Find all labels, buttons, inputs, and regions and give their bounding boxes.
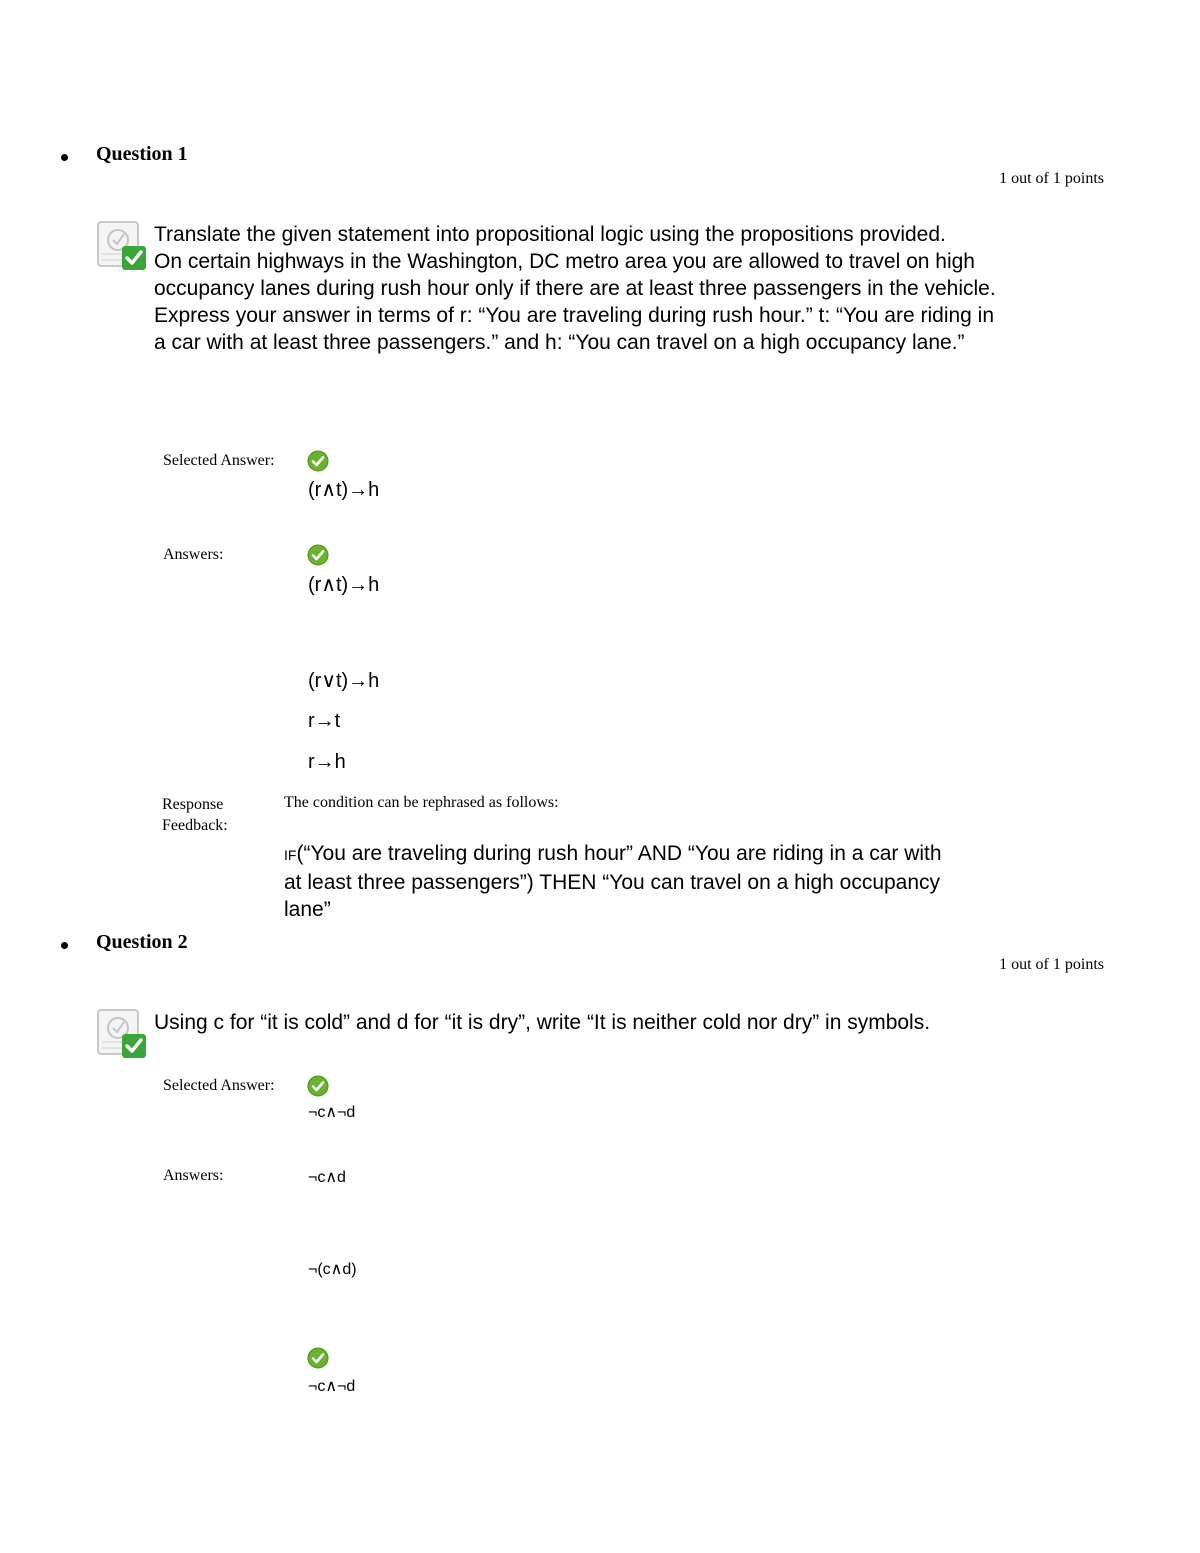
feedback-label-line1: Response — [162, 796, 224, 813]
selected-answer-value: (r∧t)→h — [308, 479, 380, 501]
answer-option: (r∧t)→h — [308, 574, 380, 596]
question-2-points: 1 out of 1 points — [999, 956, 1104, 973]
selected-answer-value: ¬c∧¬d — [308, 1104, 356, 1121]
answer-option: (r∨t)→h — [308, 670, 380, 692]
correct-check-icon — [307, 1347, 329, 1369]
question-1-prompt-line2: On certain highways in the Washington, DC metro area you are allowed to travel on high occupancy lanes during rush hour only if there are at least three passengers in the vehicle. Express your answer in terms of r: “You are traveling during rush hour.” t: “You are riding in a car with at least three passengers.” and h: “You can travel on a high occupancy lane.” — [154, 250, 996, 354]
answer-option: r→t — [308, 710, 341, 732]
correct-check-icon — [307, 450, 329, 472]
response-feedback-label — [162, 794, 228, 836]
question-2-bullet — [61, 942, 68, 949]
selected-answer-label: Selected Answer: — [163, 1077, 275, 1094]
feedback-if-keyword: IF — [284, 847, 297, 863]
feedback-body-text: (“You are traveling during rush hour” AND “You are riding in a car with at least three passengers”) THEN “You can travel on a high occupancy lane” — [284, 842, 942, 921]
correct-check-icon — [307, 1075, 329, 1097]
answers-label: Answers: — [163, 546, 224, 563]
question-1-prompt — [154, 221, 1004, 356]
question-1-points: 1 out of 1 points — [999, 170, 1104, 187]
question-1-prompt-line1: Translate the given statement into propositional logic using the propositions provided. — [154, 223, 946, 246]
feedback-label-line2: Feedback: — [162, 817, 228, 834]
question-2-heading: Question 2 — [96, 931, 188, 953]
question-2-prompt: Using c for “it is cold” and d for “it is dry”, write “It is neither cold nor dry” in symbols. — [154, 1011, 931, 1034]
selected-answer-label: Selected Answer: — [163, 452, 275, 469]
answer-option: r→h — [308, 751, 346, 773]
feedback-intro: The condition can be rephrased as follows: — [284, 794, 559, 811]
question-1-bullet — [61, 154, 68, 161]
answer-option: ¬c∧d — [308, 1169, 346, 1186]
correct-check-icon — [307, 544, 329, 566]
answer-option: ¬(c∧d) — [308, 1261, 357, 1278]
question-graded-icon — [96, 1006, 150, 1060]
question-graded-icon — [96, 218, 150, 272]
answer-option: ¬c∧¬d — [308, 1378, 356, 1395]
answers-label: Answers: — [163, 1167, 224, 1184]
question-1-heading: Question 1 — [96, 143, 188, 165]
feedback-body — [284, 840, 964, 923]
